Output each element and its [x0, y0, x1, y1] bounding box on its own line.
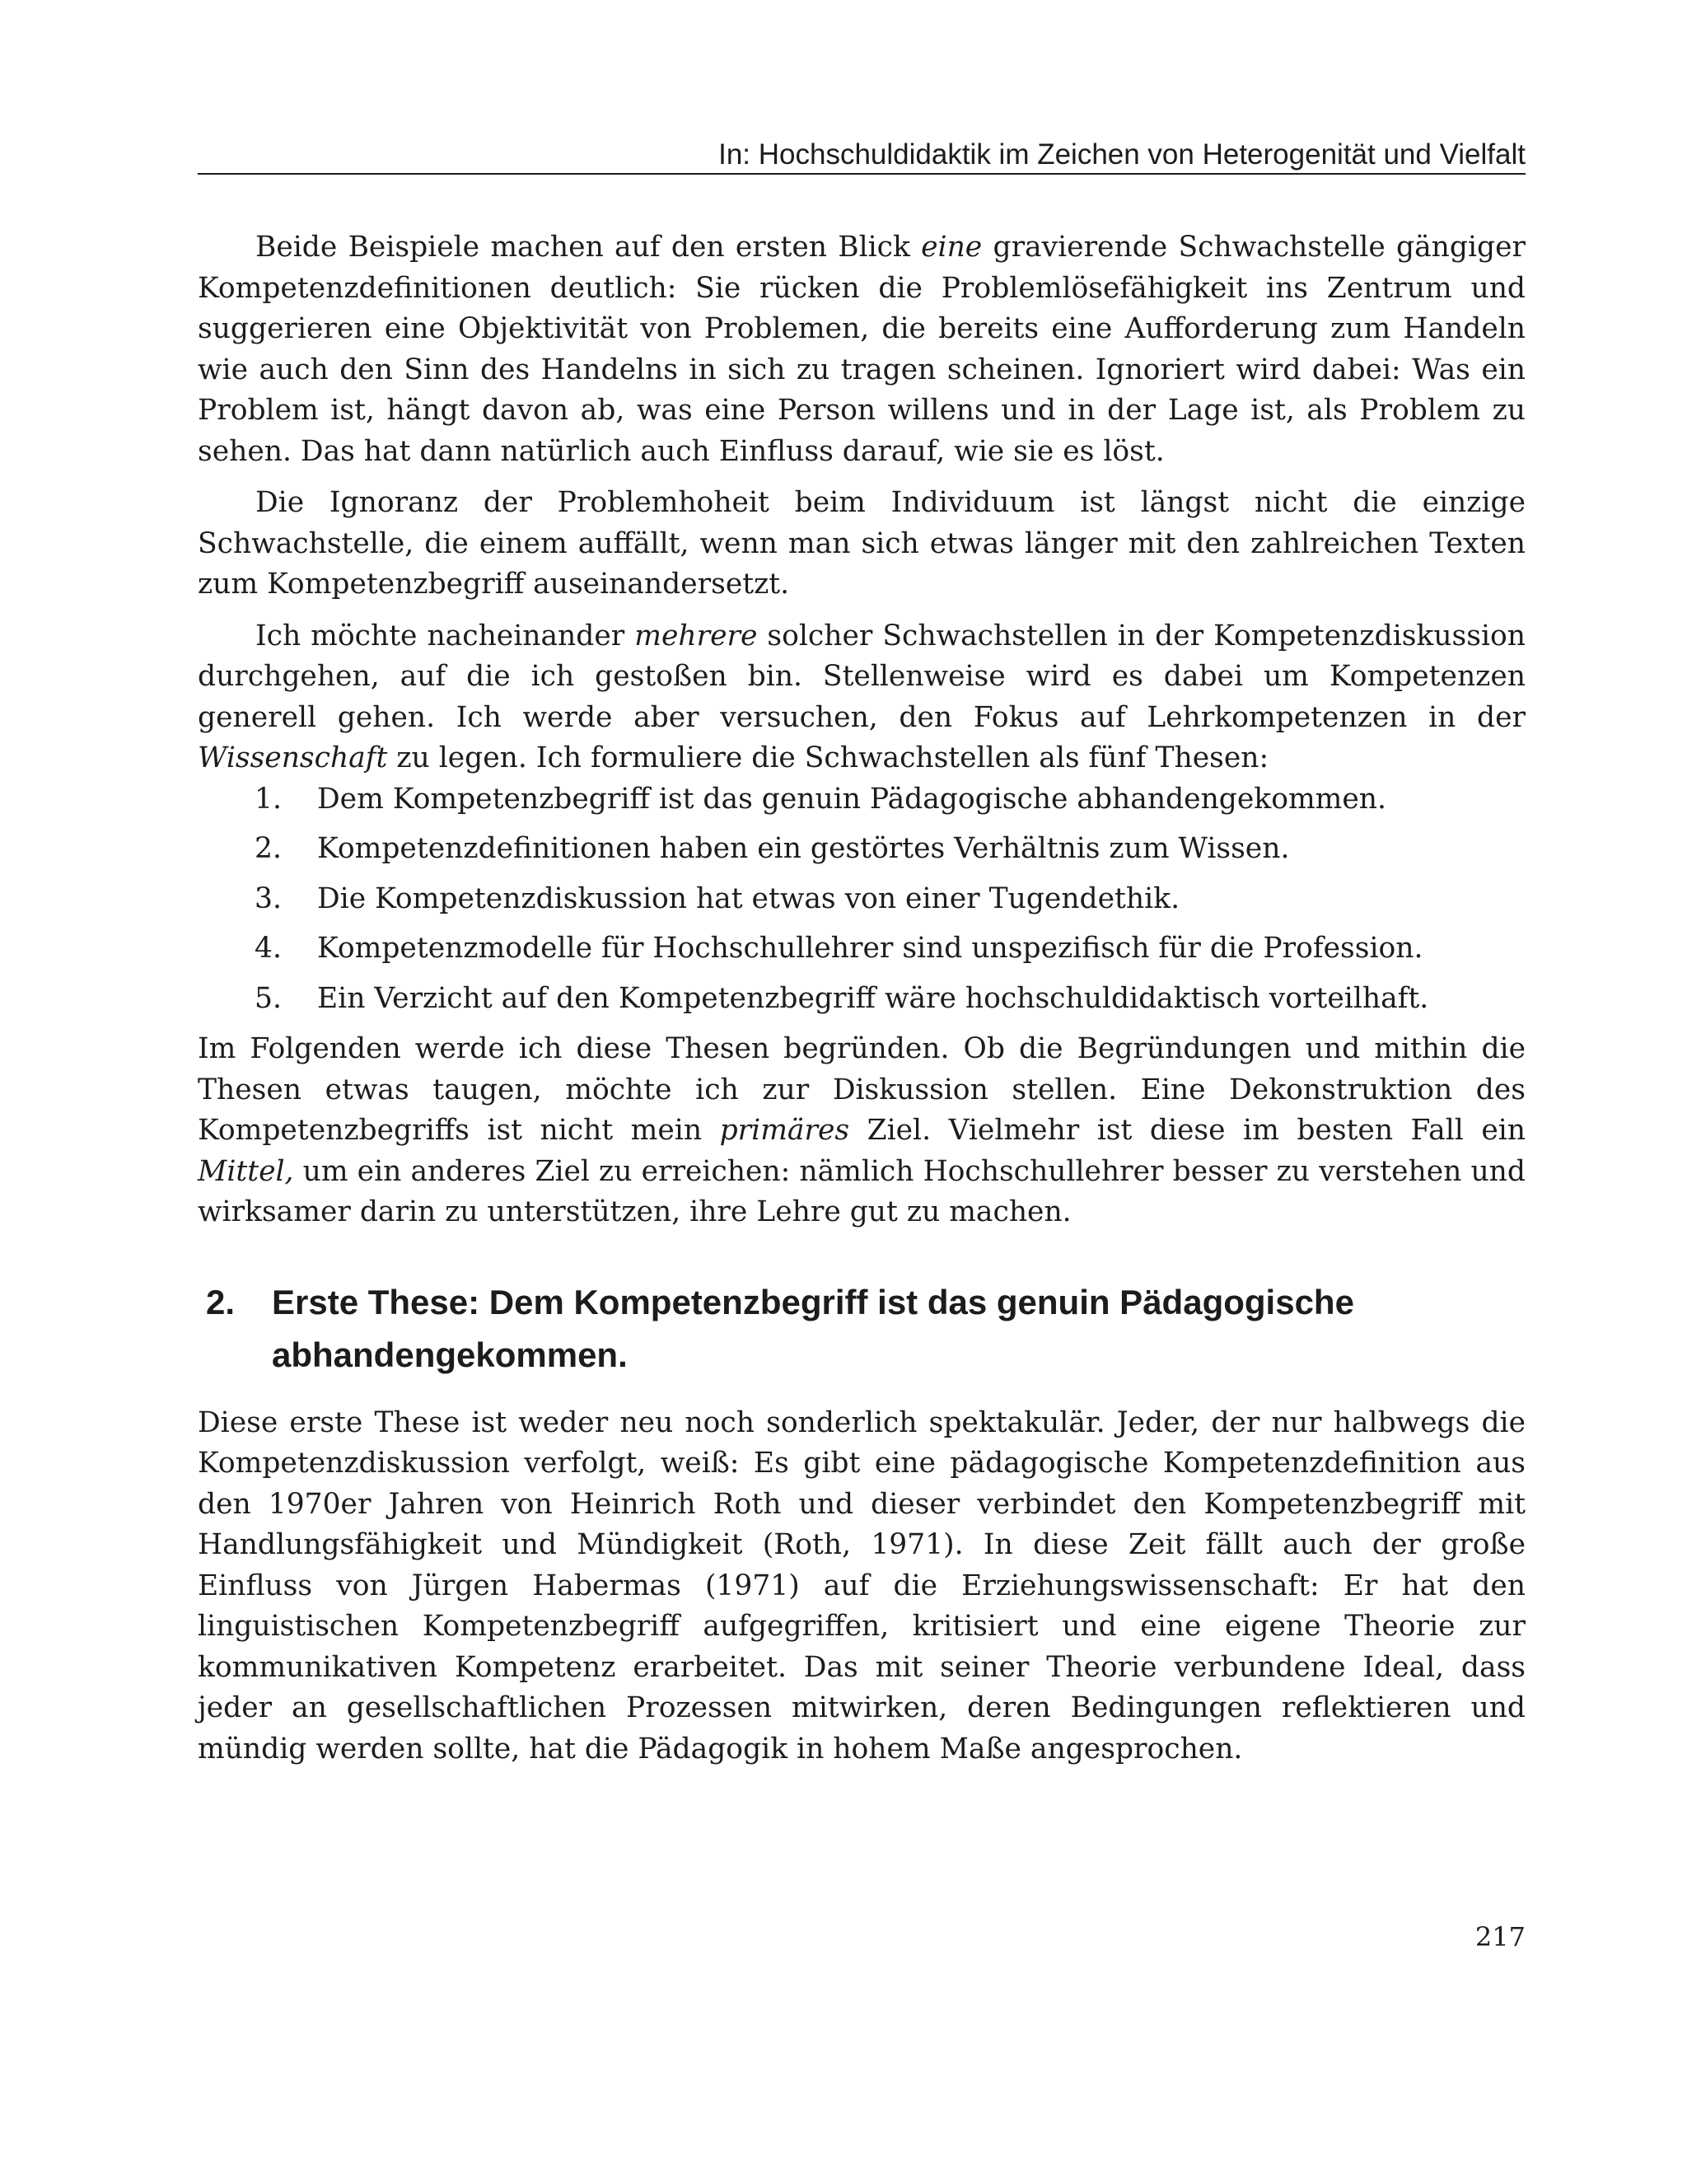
document-page [198, 0, 1526, 2184]
list-item [198, 879, 1526, 920]
paragraph-3-emphasis-1: mehrere [634, 619, 758, 652]
paragraph-4-emphasis-1: primäres [719, 1114, 850, 1147]
paragraph-4-emphasis-2: Mittel, [198, 1154, 294, 1188]
list-item-number: 1. [255, 782, 282, 816]
header-rule [198, 173, 1526, 175]
paragraph-1-text-a: Beide Beispiele machen auf den ersten Blick [255, 231, 922, 264]
paragraph-4-text-a: Im Folgenden werde ich diese Thesen begründen. Ob die Begründungen und mithin die Thesen etwas taugen, möchte ich zur Diskussion stellen. Eine Dekonstruktion des Kompetenzbegriffs ist nicht mein [198, 1032, 1526, 1147]
list-item-text: Kompetenzmodelle für Hochschullehrer sind unspezifisch für die Profession. [317, 932, 1423, 965]
list-item [198, 779, 1526, 821]
paragraph-3-text-b: solcher Schwachstellen in der Kompetenzdiskussion durchgehen, auf die ich gestoßen bin. Stellenweise wird es dabei um Kompetenzen generell gehen. Ich werde aber versuchen, den Fokus auf Lehrkompetenzen in der [198, 619, 1526, 734]
list-item-text: Kompetenzdefinitionen haben ein gestörtes Verhältnis zum Wissen. [317, 832, 1290, 865]
list-item-number: 5. [255, 981, 282, 1015]
paragraph-3-text-a: Ich möchte nacheinander [255, 619, 635, 652]
paragraph-4 [198, 1029, 1526, 1233]
list-item-text: Die Kompetenzdiskussion hat etwas von einer Tugendethik. [317, 882, 1180, 915]
list-item-number: 3. [255, 882, 282, 915]
list-item-text: Ein Verzicht auf den Kompetenzbegriff wäre hochschuldidaktisch vorteilhaft. [317, 981, 1429, 1015]
paragraph-1-text-b: gravierende Schwachstelle gängiger Kompetenzdefinitionen deutlich: Sie rücken die Problemlösefähigkeit ins Zentrum und suggerieren eine Objektivität von Problemen, die bereits eine Aufforderung zum Handeln wie auch den Sinn des Handelns in sich zu tragen scheinen. Ignoriert wird dabei: Was ein Problem ist, hängt davon ab, was eine Person willens und in der Lage ist, als Problem zu sehen. Das hat dann natürlich auch Einfluss darauf, wie sie es löst. [198, 231, 1526, 468]
running-header: In: Hochschuldidaktik im Zeichen von Heterogenität und Vielfalt [718, 138, 1526, 171]
section-number: 2. [206, 1282, 236, 1321]
paragraph-4-text-c: um ein anderes Ziel zu erreichen: nämlich Hochschullehrer besser zu verstehen und wirksamer darin zu unterstützen, ihre Lehre gut zu machen. [198, 1154, 1526, 1228]
list-item [198, 928, 1526, 970]
paragraph-3-emphasis-2: Wissenschaft [198, 741, 388, 774]
list-item [198, 829, 1526, 870]
paragraph-3-text-c: zu legen. Ich formuliere die Schwachstellen als fünf Thesen: [387, 741, 1269, 774]
body-text [198, 227, 1526, 1780]
paragraph-3 [198, 616, 1526, 779]
list-item-number: 4. [255, 932, 282, 965]
theses-list [198, 779, 1526, 1020]
paragraph-2: Die Ignoranz der Problemhoheit beim Individuum ist längst nicht die einzige Schwachstelle, die einem auffällt, wenn man sich etwas länger mit den zahlreichen Texten zum Kompetenzbegriff auseinandersetzt. [198, 486, 1526, 601]
list-item [198, 979, 1526, 1020]
list-item-text: Dem Kompetenzbegriff ist das genuin Pädagogische abhandengekommen. [317, 782, 1386, 816]
paragraph-4-text-b: Ziel. Vielmehr ist diese im besten Fall ein [849, 1114, 1526, 1147]
paragraph-1-emphasis: eine [921, 231, 983, 264]
paragraph-5: Diese erste These ist weder neu noch sonderlich spektakulär. Jeder, der nur halbwegs die Kompetenzdiskussion verfolgt, weiß: Es gibt eine pädagogische Kompetenzdefinition aus den 1970er Jahren von Heinrich Roth und dieser verbindet den Kompetenzbegriff mit Handlungsfähigkeit und Mündigkeit (Roth, 1971). In diese Zeit fällt auch der große Einfluss von Jürgen Habermas (1971) auf die Erziehungswissenschaft: Er hat den linguistischen Kompetenzbegriff aufgegriffen, kritisiert und eine eigene Theorie zur kommunikativen Kompetenz erarbeitet. Das mit seiner Theorie verbundene Ideal, dass jeder an gesellschaftlichen Prozessen mitwirken, deren Bedingungen reflektieren und mündig werden sollte, hat die Pädagogik in hohem Maße angesprochen. [198, 1405, 1526, 1765]
list-item-number: 2. [255, 832, 282, 865]
section-title: Erste These: Dem Kompetenzbegriff ist das genuin Pädagogische abhandengekommen. [272, 1282, 1354, 1374]
page-number: 217 [1474, 1921, 1526, 1953]
section-heading [198, 1276, 1526, 1382]
paragraph-1 [198, 227, 1526, 472]
